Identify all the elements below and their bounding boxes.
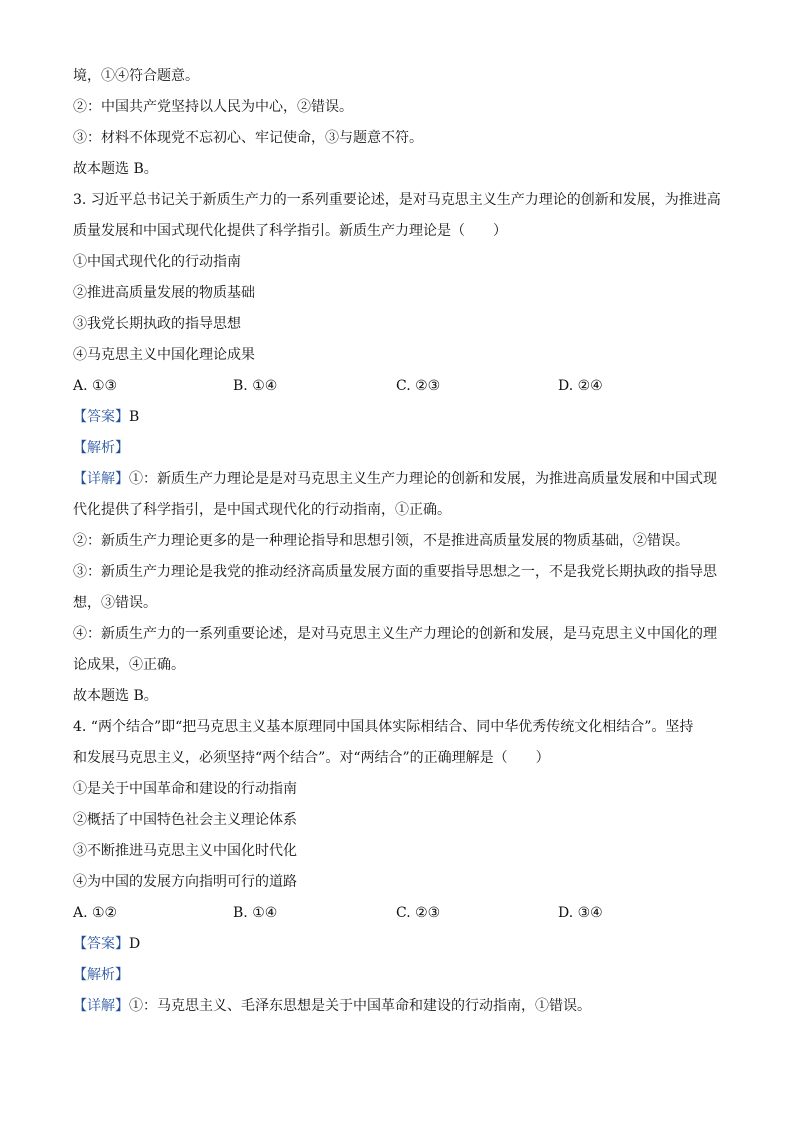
answer-value: D [129, 936, 141, 952]
question-3-option-b: B. ①④ [233, 378, 278, 394]
detail-line [73, 470, 723, 488]
question-3-stem-cont: 质量发展和中国式现代化提供了科学指引。新质生产力理论是（ ） [73, 223, 507, 239]
detail-text: ①：马克思主义、毛泽东思想是关于中国革命和建设的行动指南，①错误。 [129, 998, 591, 1014]
question-4-item: ④为中国的发展方向指明可行的道路 [73, 874, 297, 890]
detail-line: ②：新质生产力理论更多的是一种理论指导和思想引领，不是推进高质量发展的物质基础，②错误。 [73, 533, 689, 549]
question-4-option-b: B. ①④ [233, 905, 278, 921]
analysis-tag: 【解析】 [73, 440, 129, 456]
question-3-option-d: D. ②④ [558, 378, 603, 394]
question-4-option-a: A. ①② [73, 905, 118, 921]
text-line: 故本题选 B。 [73, 688, 158, 704]
question-4-item: ①是关于中国革命和建设的行动指南 [73, 781, 297, 797]
detail-line: 想，③错误。 [73, 595, 157, 611]
detail-text: ①：新质生产力理论是是对马克思主义生产力理论的创新和发展，为推进高质量发展和中国式现 [129, 471, 717, 487]
question-4-option-c: C. ②③ [396, 905, 441, 921]
answer-tag: 【答案】 [73, 936, 129, 952]
question-3-item: ④马克思主义中国化理论成果 [73, 347, 255, 363]
question-3-option-c: C. ②③ [396, 378, 441, 394]
answer-value: B [129, 409, 140, 425]
text-line: 故本题选 B。 [73, 161, 158, 177]
question-4-item: ③不断推进马克思主义中国化时代化 [73, 843, 297, 859]
answer-tag: 【答案】 [73, 409, 129, 425]
question-4-item: ②概括了中国特色社会主义理论体系 [73, 812, 297, 828]
question-3-option-a: A. ①③ [73, 378, 118, 394]
question-4-stem: 4. “两个结合”即“把马克思主义基本原理同中国具体实际相结合、同中华优秀传统文化相结合”。坚持 [73, 719, 694, 735]
question-4-option-d: D. ③④ [558, 905, 603, 921]
detail-line [73, 997, 723, 1015]
question-4-stem-cont: 和发展马克思主义，必须坚持“两个结合”。对“两结合”的正确理解是（ ） [73, 750, 550, 766]
detail-line: ④：新质生产力的一系列重要论述，是对马克思主义生产力理论的创新和发展，是马克思主义中国化的理 [73, 626, 717, 642]
question-3-answer [73, 408, 723, 426]
analysis-tag: 【解析】 [73, 967, 129, 983]
detail-line: 代化提供了科学指引，是中国式现代化的行动指南，①正确。 [73, 502, 451, 518]
text-line: 境，①④符合题意。 [73, 68, 199, 84]
text-line: ③：材料不体现党不忘初心、牢记使命，③与题意不符。 [73, 130, 423, 146]
detail-line: ③：新质生产力理论是我党的推动经济高质量发展方面的重要指导思想之一，不是我党长期执政的指导思 [73, 564, 717, 580]
question-3-item: ③我党长期执政的指导思想 [73, 316, 241, 332]
question-3-item: ①中国式现代化的行动指南 [73, 254, 241, 270]
question-3-stem: 3. 习近平总书记关于新质生产力的一系列重要论述，是对马克思主义生产力理论的创新和发展，为推进高 [73, 192, 721, 208]
detail-tag: 【详解】 [73, 998, 129, 1014]
text-line: ②：中国共产党坚持以人民为中心，②错误。 [73, 99, 353, 115]
detail-tag: 【详解】 [73, 471, 129, 487]
detail-line: 论成果，④正确。 [73, 657, 185, 673]
question-4-answer [73, 935, 723, 953]
question-3-item: ②推进高质量发展的物质基础 [73, 285, 255, 301]
